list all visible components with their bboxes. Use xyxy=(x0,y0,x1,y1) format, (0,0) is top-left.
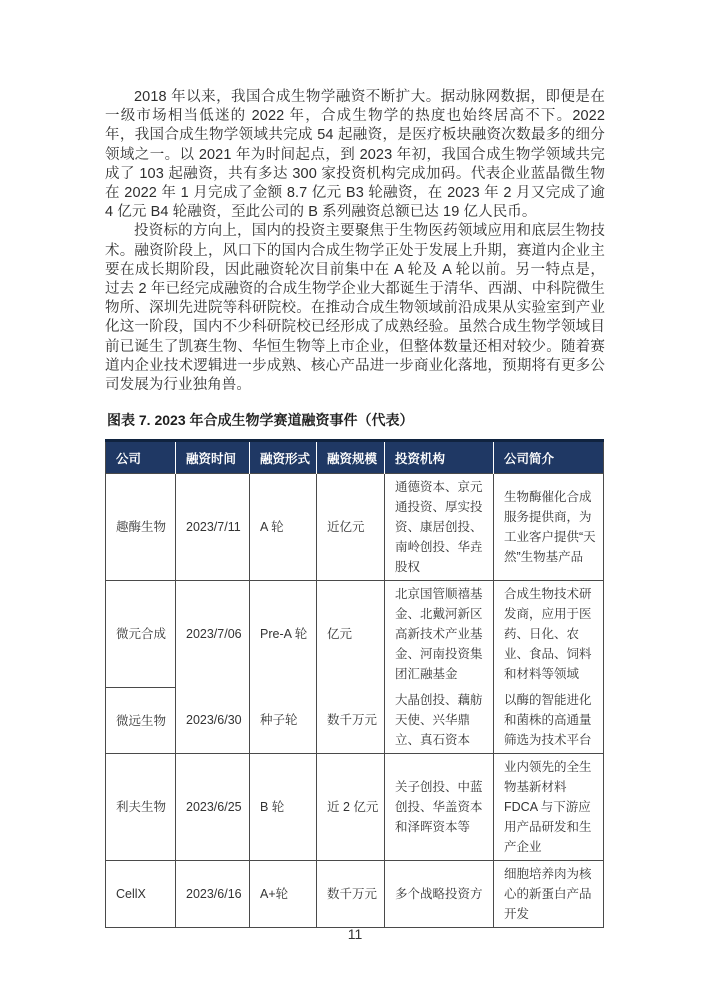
cell-scale: 数千万元 xyxy=(317,861,385,928)
cell-company: CellX xyxy=(106,861,176,928)
table-header-row xyxy=(106,441,604,474)
column-header-date: 融资时间 xyxy=(176,441,250,474)
cell-investors: 通德资本、京元通投资、厚实投资、康居创投、南岭创投、华垚股权 xyxy=(385,474,494,581)
cell-date: 2023/7/06 xyxy=(176,581,250,688)
cell-company: 利夫生物 xyxy=(106,754,176,861)
body-paragraph-1: 2018 年以来，我国合成生物学融资不断扩大。据动脉网数据，即便是在一级市场相当低迷的 2022 年，合成生物学的热度也始终居高不下。2022 年，我国合成生物学领域共完成 54 起融资，是医疗板块融资次数最多的细分领域之一。以 2021 年为时间起点，到 2023 年初，我国合成生物学领域共完成了 103 起融资，共有多达 300 家投资机构完成加码。代表企业蓝晶微生物在 2022 年 1 月完成了金额 8.7 亿元 B3 轮融资，在 2023 年 2 月又完成了逾 4 亿元 B4 轮融资，至此公司的 B 系列融资总额已达 19 亿人民币。 xyxy=(105,89,605,221)
cell-company: 微远生物 xyxy=(106,687,176,754)
cell-round: A 轮 xyxy=(250,474,317,581)
column-header-round: 融资形式 xyxy=(250,441,317,474)
cell-company: 趣酶生物 xyxy=(106,474,176,581)
column-header-profile: 公司简介 xyxy=(494,441,604,474)
cell-investors: 北京国管顺禧基金、北戴河新区高新技术产业基金、河南投资集团汇融基金 xyxy=(385,581,494,688)
cell-scale: 亿元 xyxy=(317,581,385,688)
cell-profile: 细胞培养肉为核心的新蛋白产品开发 xyxy=(494,861,604,928)
cell-investors: 多个战略投资方 xyxy=(385,861,494,928)
cell-round: Pre-A 轮 xyxy=(250,581,317,688)
column-header-investors: 投资机构 xyxy=(385,441,494,474)
cell-investors: 大晶创投、藕舫天使、兴华鼎立、真石资本 xyxy=(385,687,494,754)
cell-scale: 近亿元 xyxy=(317,474,385,581)
table-row xyxy=(106,861,604,928)
cell-date: 2023/7/11 xyxy=(176,474,250,581)
table-row xyxy=(106,474,604,581)
financing-table xyxy=(105,439,604,928)
cell-round: A+轮 xyxy=(250,861,317,928)
cell-scale: 近 2 亿元 xyxy=(317,754,385,861)
table-row xyxy=(106,687,604,754)
page-number: 11 xyxy=(347,926,363,942)
cell-scale: 数千万元 xyxy=(317,687,385,754)
cell-date: 2023/6/30 xyxy=(176,687,250,754)
column-header-scale: 融资规模 xyxy=(317,441,385,474)
page-content xyxy=(105,88,605,928)
column-header-company: 公司 xyxy=(106,441,176,474)
cell-date: 2023/6/16 xyxy=(176,861,250,928)
cell-round: 种子轮 xyxy=(250,687,317,754)
cell-investors: 关子创投、中蓝创投、华盖资本和泽晖资本等 xyxy=(385,754,494,861)
cell-round: B 轮 xyxy=(250,754,317,861)
cell-profile: 合成生物技术研发商，应用于医药、日化、农业、食品、饲料和材料等领域 xyxy=(494,581,604,688)
table-row xyxy=(106,754,604,861)
cell-date: 2023/6/25 xyxy=(176,754,250,861)
body-paragraph-2: 投资标的方向上，国内的投资主要聚焦于生物医药领域应用和底层生物技术。融资阶段上，风口下的国内合成生物学正处于发展上升期，赛道内企业主要在成长期阶段，因此融资轮次目前集中在 A 轮及 A 轮以前。另一特点是，过去 2 年已经完成融资的合成生物学企业大都诞生于清华、西湖、中科院微生物所、深圳先进院等科研院校。在推动合成生物领域前沿成果从实验室到产业化这一阶段，国内不少科研院校已经形成了成熟经验。虽然合成生物学领域目前已诞生了凯赛生物、华恒生物等上市企业，但整体数量还相对较少。随着赛道内企业技术逻辑进一步成熟、核心产品进一步商业化落地，预期将有更多公司发展为行业独角兽。 xyxy=(105,223,605,394)
figure-caption: 图表 7. 2023 年合成生物学赛道融资事件（代表） xyxy=(107,412,414,429)
table-row xyxy=(106,581,604,688)
cell-company: 微元合成 xyxy=(106,581,176,688)
cell-profile: 业内领先的全生物基新材料 FDCA 与下游应用产品研发和生产企业 xyxy=(494,754,604,861)
cell-profile: 生物酶催化合成服务提供商，为工业客户提供“天然”生物基产品 xyxy=(494,474,604,581)
cell-profile: 以酶的智能进化和菌株的高通量筛选为技术平台 xyxy=(494,687,604,754)
